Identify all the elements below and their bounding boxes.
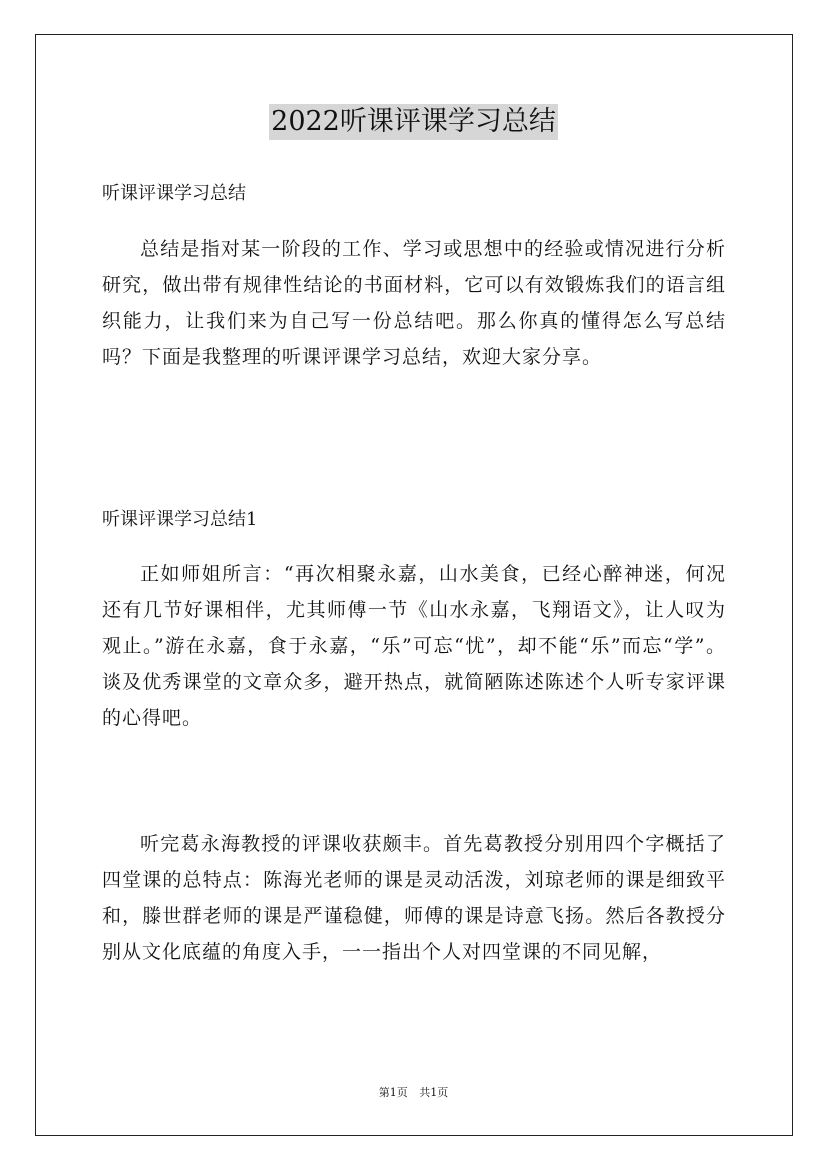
intro-paragraph: 总结是指对某一阶段的工作、学习或思想中的经验或情况进行分析研究，做出带有规律性结论的书面材料，它可以有效锻炼我们的语言组织能力，让我们来为自己写一份总结吧。那么你真的懂得怎么写总结吗？下面是我整理的听课评课学习总结，欢迎大家分享。: [102, 238, 726, 368]
page-footer: [0, 1086, 827, 1100]
total-pages-label: 共1页: [419, 1086, 449, 1099]
subheading-1: 听课评课学习总结1: [102, 509, 258, 530]
document-title: 2022听课评课学习总结: [269, 104, 558, 140]
title-container: [0, 104, 827, 140]
paragraph-1: 正如师姐所言：“再次相聚永嘉，山水美食，已经心醉神迷，何况还有几节好课相伴，尤其师傅一节《山水永嘉，飞翔语文》，让人叹为观止。”游在永嘉，食于永嘉，“乐”可忘“忧”，却不能“乐”而忘“学”。谈及优秀课堂的文章众多，避开热点，就简陋陈述陈述个人听专家评课的心得吧。: [102, 563, 726, 729]
page-number-label: 第1页: [378, 1086, 408, 1099]
paragraph-2: 听完葛永海教授的评课收获颇丰。首先葛教授分别用四个字概括了四堂课的总特点：陈海光老师的课是灵动活泼，刘琼老师的课是细致平和，滕世群老师的课是严谨稳健，师傅的课是诗意飞扬。然后各教授分别从文化底蕴的角度入手，一一指出个人对四堂课的不同见解，: [102, 833, 726, 963]
section-heading: 听课评课学习总结: [102, 183, 246, 204]
